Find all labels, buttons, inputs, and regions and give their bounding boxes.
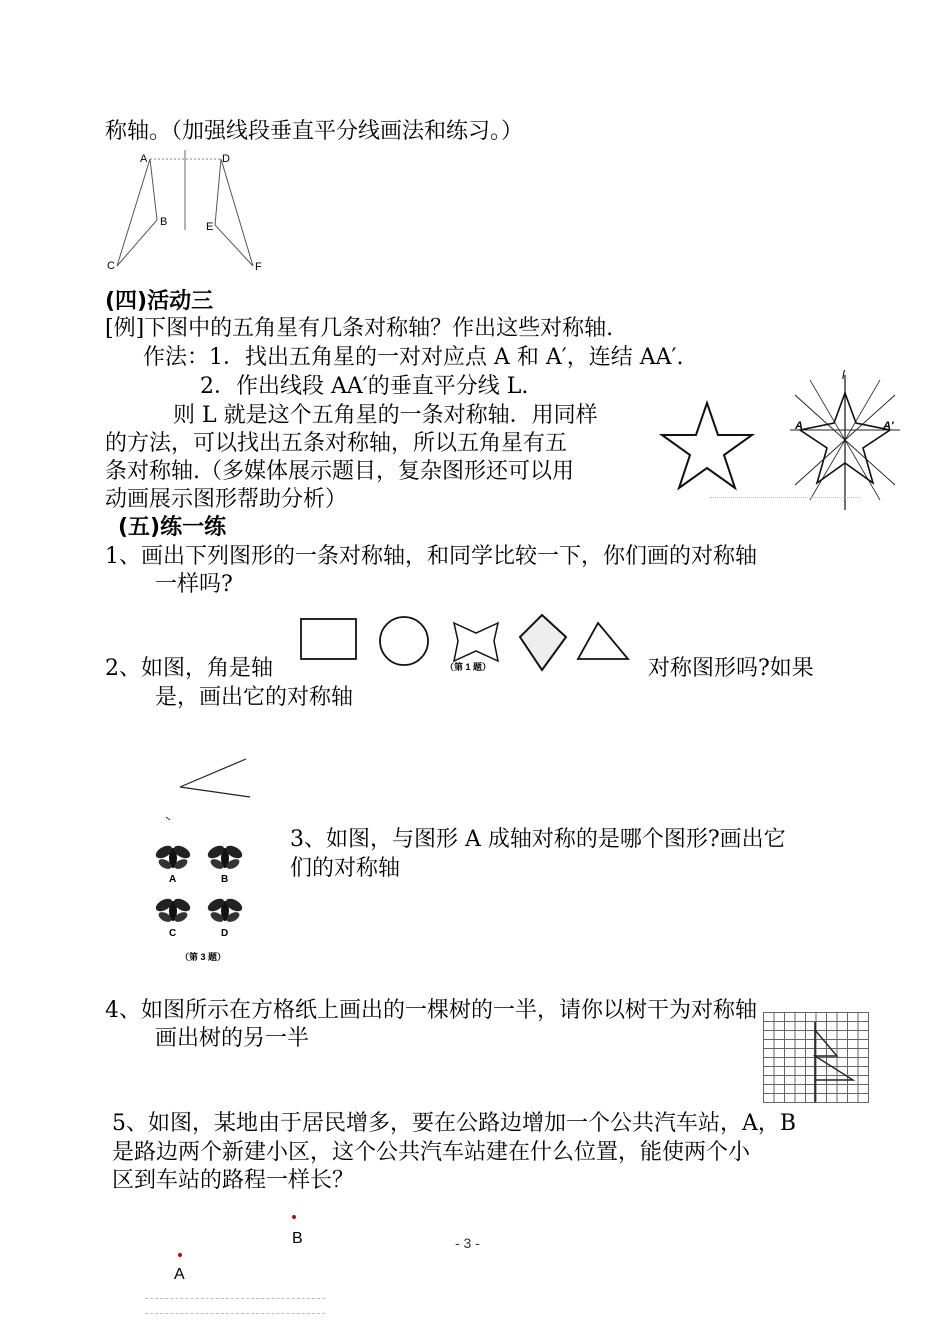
bowtie-shape [454,623,498,661]
q3-line-2: 们的对称轴 [290,856,401,881]
page-number: - 3 - [455,1235,480,1251]
q3-caption: （第 3 题） [180,952,227,962]
star-caption-smudge [710,497,860,506]
q5-line-2: 是路边两个新建小区，这个公共汽车站建在什么位置，能使两个小 [112,1140,751,1165]
insect-c [154,896,193,924]
star-point-label-a-prime: A' [883,420,894,432]
q4-line-1: 4、如图所示在方格纸上画出的一棵树的一半，请你以树干为对称轴 [105,998,757,1023]
insect-label-b: B [221,874,229,885]
five-point-star [660,398,755,493]
point-label-f: F [255,261,262,273]
section4-example: [例]下图中的五角星有几条对称轴？作出这些对称轴. [105,316,614,341]
q1-line-2: 一样吗? [155,572,233,597]
section5-heading: (五)练一练 [118,515,227,540]
point-a-dot [178,1253,182,1257]
road-line-2 [145,1313,325,1314]
symmetry-figure-lines [105,150,275,275]
point-b-label: B [292,1230,303,1247]
triangle-shape [578,623,628,659]
insect-label-a: A [169,874,177,885]
insect-a [154,843,193,871]
kite-shape [520,615,566,670]
q2-start: 2、如图，角是轴 [105,656,273,681]
section4-para-line-4: 动画展示图形帮助分析） [105,487,348,512]
section4-heading: (四)活动三 [105,289,214,314]
insect-b [206,843,245,871]
insect-label-c: C [169,928,177,939]
q5-line-1: 5、如图，某地由于居民增多，要在公路边增加一个公共汽车站，A，B [112,1111,797,1136]
point-label-d: D [222,153,230,165]
section4-para-line-2: 的方法，可以找出五条对称轴，所以五角星有五 [105,431,568,456]
section4-para-line-3: 条对称轴.（多媒体展示题目，复杂图形还可以用 [105,459,574,484]
q2-end: 对称图形吗?如果 [648,656,814,681]
point-a-label: A [174,1266,185,1283]
q1-caption: （第 1 题） [445,662,492,672]
q2-line-2: 是，画出它的对称轴 [155,685,354,710]
intro-line: 称轴。（加强线段垂直平分线画法和练习。） [105,119,524,144]
insect-label-d: D [221,928,229,939]
point-label-b: B [160,216,168,228]
q4-line-2: 画出树的另一半 [155,1026,310,1051]
section4-step2: 2．作出线段 AA′的垂直平分线 L. [200,374,529,399]
section4-para-line-1: 则 L 就是这个五角星的一条对称轴．用同样 [173,403,598,428]
point-label-a: A [140,153,148,165]
point-label-c: C [107,260,115,272]
q5-line-3: 区到车站的路程一样长？ [112,1168,355,1193]
section4-step1: 作法：1．找出五角星的一对对应点 A 和 A′，连结 AA′. [143,345,684,370]
star-with-axes [785,375,905,515]
rectangle-shape [301,619,356,659]
q3-line-1: 3、如图，与图形 A 成轴对称的是哪个图形?画出它 [290,827,786,852]
road-line-1 [145,1298,325,1299]
half-tree [763,1012,868,1102]
insect-d [206,896,245,924]
star-axis-label-l: l [842,368,845,382]
point-label-e: E [206,221,214,233]
q1-line-1: 1、画出下列图形的一条对称轴，和同学比较一下，你们画的对称轴 [105,544,757,569]
circle-shape [380,617,428,665]
point-b-dot [292,1215,296,1219]
star-point-label-a: A [795,420,803,432]
angle-figure [160,755,260,825]
